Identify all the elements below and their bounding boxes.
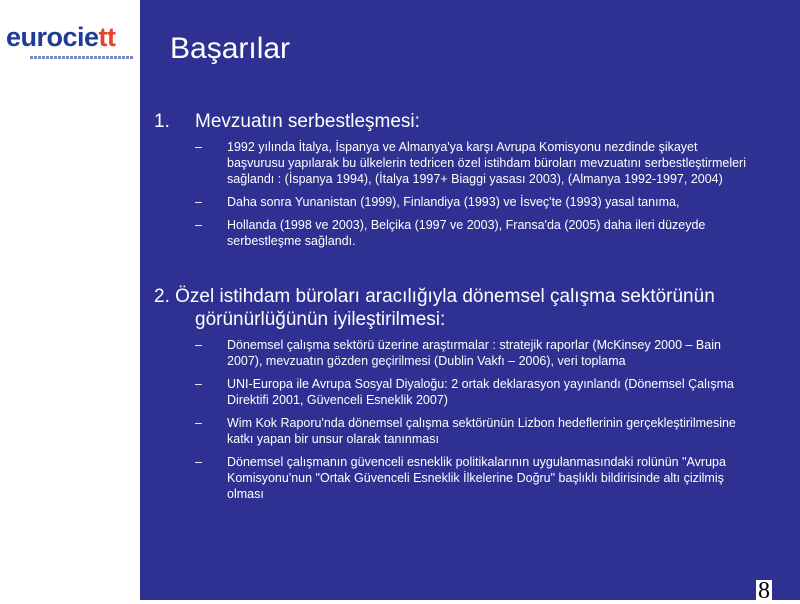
bullet-text: Daha sonra Yunanistan (1999), Finlandiya (1993) ve İsveç'te (1993) yasal tanıma, (227, 195, 680, 209)
bullet-item (154, 194, 754, 210)
bullet-text: Wim Kok Raporu'nda dönemsel çalışma sektörünün Lizbon hedeflerinin gerçekleştirilmesine katkı yapan bir unsur olarak tanınması (227, 416, 736, 446)
slide (140, 0, 800, 604)
page-number: 8 (758, 578, 770, 604)
bullet-dash: – (195, 140, 202, 154)
bullet-text: Dönemsel çalışmanın güvenceli esneklik politikalarının uygulanmasındaki rolünün "Avrupa Komisyonu'nun "Ortak Güvenceli Esneklik İlkelerine Doğru" başlıklı bildirisinde altı çizilmiş olması (227, 455, 726, 501)
bullet-dash: – (195, 455, 202, 469)
bullet-dash: – (195, 377, 202, 391)
bullet-text: UNI-Europa ile Avrupa Sosyal Diyaloğu: 2 ortak deklarasyon yayınlandı (Dönemsel Çalışma Direktifi 2001, Güvenceli Esneklik 2007) (227, 377, 734, 407)
bullet-text: Dönemsel çalışma sektörü üzerine araştırmalar : stratejik raporlar (McKinsey 2000 – Bain 2007), mevzuatın gözden geçirilmesi (Dublin Vakfı – 2006), veri toplama (227, 338, 721, 368)
section-1-heading (154, 110, 754, 133)
slide-title: Başarılar (170, 32, 291, 65)
section-2-bullets (154, 337, 754, 502)
eurociett-logo: eurociett (6, 22, 116, 52)
bullet-item (154, 454, 754, 502)
bullet-dash: – (195, 416, 202, 430)
bullet-item (154, 337, 754, 369)
bullet-dash: – (195, 218, 202, 232)
bullet-item (154, 217, 754, 249)
section-2 (154, 285, 754, 502)
slide-content (154, 110, 754, 509)
bullet-text: Hollanda (1998 ve 2003), Belçika (1997 ve 2003), Fransa'da (2005) daha ileri düzeyde serbestleşme sağlandı. (227, 218, 706, 248)
logo-tagline (30, 56, 134, 59)
bullet-item (154, 376, 754, 408)
bullet-text: 1992 yılında İtalya, İspanya ve Almanya'ya karşı Avrupa Komisyonu nezdinde şikayet başvurusu yapılarak bu ülkelerin tedricen özel istihdam büroları mevzuatını serbestleştirmeleri sağlandı : (İspanya 1994), (İtalya 1997+ Biaggi yasası 2003), (Almanya 1992-1997, 2004) (227, 140, 746, 186)
logo-panel (0, 0, 140, 600)
section-1-bullets (154, 139, 754, 249)
bullet-dash: – (195, 195, 202, 209)
section-1-heading-text: Mevzuatın serbestleşmesi: (195, 111, 420, 132)
bullet-item (154, 139, 754, 187)
section-1-number: 1. (154, 111, 170, 132)
bullet-dash: – (195, 338, 202, 352)
bullet-item (154, 415, 754, 447)
section-2-heading: 2. Özel istihdam büroları aracılığıyla dönemsel çalışma sektörünün görünürlüğünün iyileştirilmesi: (154, 286, 715, 330)
